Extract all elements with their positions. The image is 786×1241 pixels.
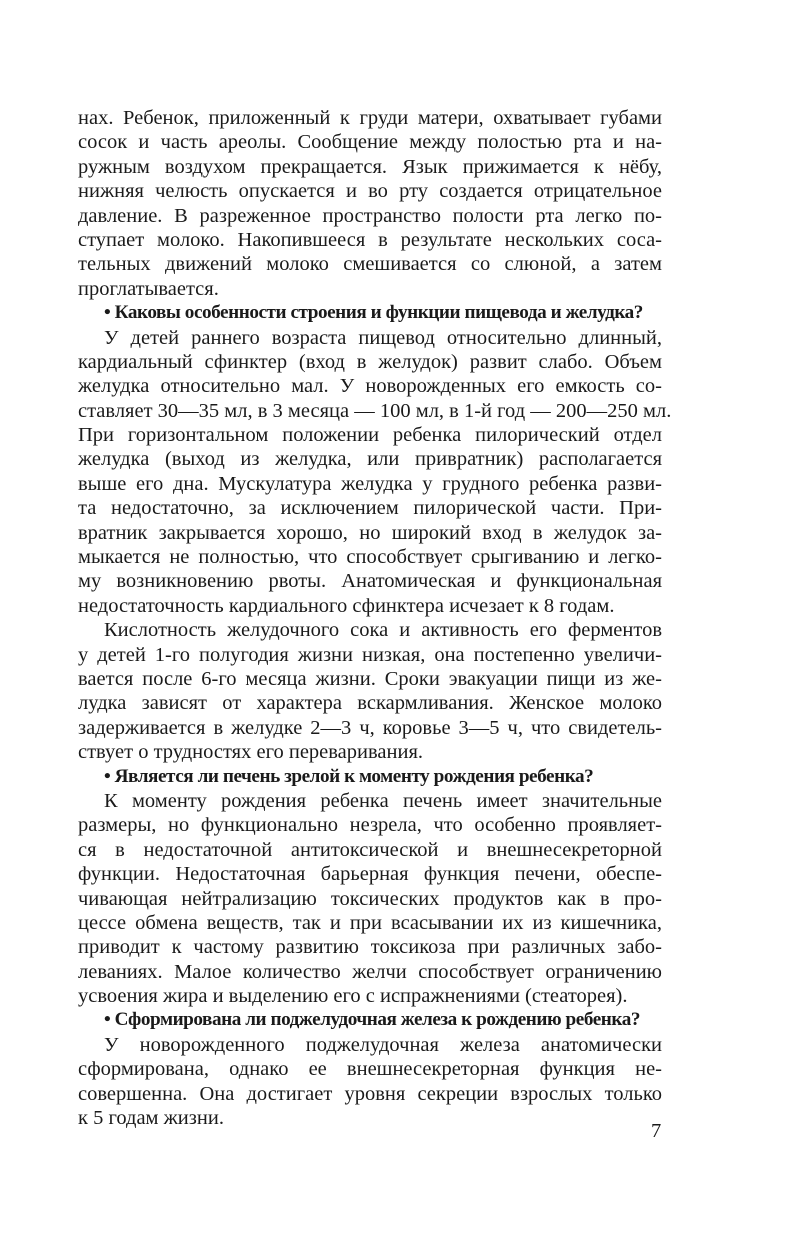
text-line: проглатывается. [78,277,219,300]
bullet-icon: • [104,765,111,787]
text-line: у детей 1-го полугодия жизни низкая, она постепенно увеличи- [78,643,662,666]
section-heading [78,301,662,325]
text-line: выше его дна. Мускулатура желудка у грудного ребенка разви- [78,472,662,495]
heading-text: Каковы особенности строения и функции пищевода и желудка? [114,302,643,324]
text-line: У новорожденного поджелудочная железа анатомически [104,1033,662,1056]
text-line: тельных движений молоко смешивается со слюной, а затем [78,253,662,276]
paragraph [78,1033,662,1131]
text-line: Кислотность желудочного сока и активность его ферментов [104,619,662,642]
text-line: мыкается не полностью, что способствует срыгиванию и легко- [78,546,662,569]
text-line: та недостаточно, за исключением пилорической части. При- [78,497,662,520]
text-line: приводит к частому развитию токсикоза при различных забо- [78,936,662,959]
heading-text: Сформирована ли поджелудочная железа к рождению ребенка? [114,1009,641,1031]
page-body [78,106,672,1130]
bullet-icon: • [104,1009,111,1031]
text-line: усвоения жира и выделению его с испражнениями (стеаторея). [78,985,628,1008]
paragraph [78,789,662,1009]
heading-text: Является ли печень зрелой к моменту рождения ребенка? [114,765,594,787]
text-line: леваниях. Малое количество желчи способствует ограничению [78,960,662,983]
text-line: желудка (выход из желудка, или привратник) располагается [78,448,662,471]
text-line: лудка зависят от характера вскармливания. Женское молоко [78,692,662,715]
text-line: ступает молоко. Накопившееся в результате нескольких соса- [78,228,662,251]
text-line: ставляет 30—35 мл, в 3 месяца — 100 мл, в 1-й год — 200—250 мл. [78,399,672,422]
paragraph [78,618,662,764]
text-line: функции. Недостаточная барьерная функция печени, обеспе- [78,863,662,886]
section-heading [78,1008,662,1032]
text-line: ружным воздухом прекращается. Язык прижимается к нёбу, [78,155,662,178]
text-line: кардиальный сфинктер (вход в желудок) развит слабо. Объем [78,350,662,373]
section-heading [78,765,662,789]
text-line: совершенна. Она достигает уровня секреции взрослых только [78,1082,662,1105]
text-line: нижняя челюсть опускается и во рту создается отрицательное [78,180,662,203]
text-line: задерживается в желудке 2—3 ч, коровье 3—5 ч, что свидетель- [78,716,662,739]
text-line: вается после 6-го месяца жизни. Сроки эвакуации пищи из же- [78,667,662,690]
text-line: У детей раннего возраста пищевод относительно длинный, [104,326,662,349]
text-line: При горизонтальном положении ребенка пилорический отдел [78,424,662,447]
text-line: сосок и часть ареолы. Сообщение между полостью рта и на- [78,131,662,154]
text-line: сформирована, однако ее внешнесекреторная функция не- [78,1058,662,1081]
text-line: вратник закрывается хорошо, но широкий вход в желудок за- [78,521,662,544]
bullet-icon: • [104,302,111,324]
text-line: размеры, но функционально незрела, что особенно проявляет- [78,814,662,837]
text-line: к 5 годам жизни. [78,1107,224,1130]
paragraph-continuation [78,106,662,301]
text-line: недостаточность кардиального сфинктера исчезает к 8 годам. [78,594,615,617]
text-line: желудка относительно мал. У новорожденных его емкость со- [78,375,662,398]
text-line: ствует о трудностях его переваривания. [78,741,423,764]
text-line: К моменту рождения ребенка печень имеет значительные [104,789,662,812]
text-line: чивающая нейтрализацию токсических продуктов как в про- [78,887,662,910]
paragraph [78,326,672,619]
text-line: цессе обмена веществ, так и при всасывании их из кишечника, [78,911,662,934]
text-line: нах. Ребенок, приложенный к груди матери, охватывает губами [78,107,662,129]
text-line: му возникновению рвоты. Анатомическая и функциональная [78,570,662,593]
page-number: 7 [651,1120,662,1142]
text-line: ся в недостаточной антитоксической и внешнесекреторной [78,838,662,861]
text-line: давление. В разреженное пространство полости рта легко по- [78,204,662,227]
